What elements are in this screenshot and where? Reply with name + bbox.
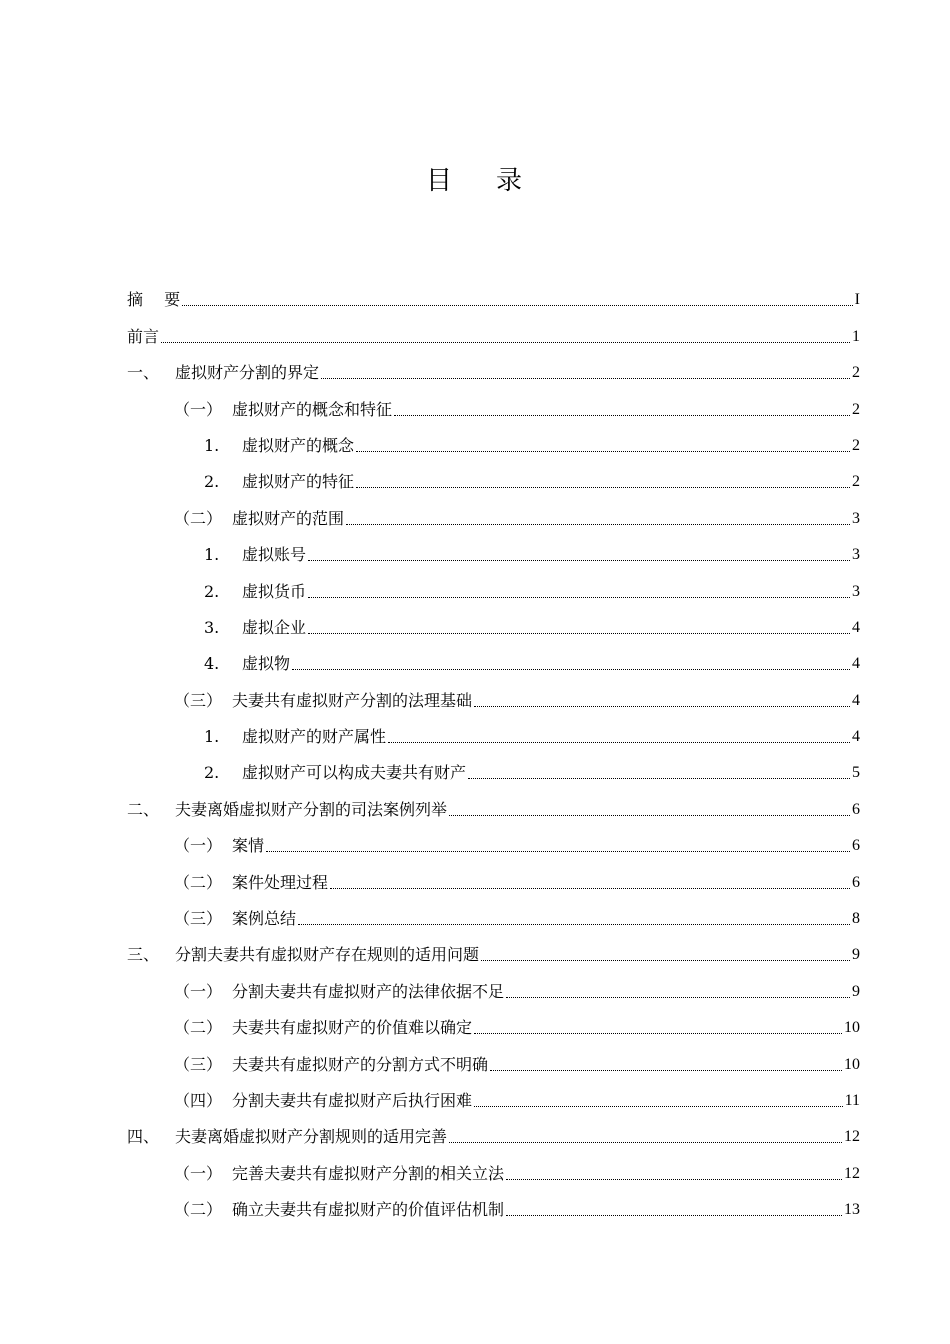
toc-entry-label: 虚拟企业 <box>242 617 307 637</box>
toc-entry-number: 二、 <box>127 799 160 819</box>
toc-entry[interactable] <box>127 929 860 965</box>
toc-entry[interactable] <box>127 965 860 1001</box>
toc-entry-number: （三） <box>174 909 223 929</box>
toc-entry[interactable] <box>127 1184 860 1220</box>
toc-entry-page-number: 3 <box>852 509 860 527</box>
toc-entry-label: 虚拟财产分割的界定 <box>175 363 320 383</box>
toc-entry-label: 分割夫妻共有虚拟财产的法律依据不足 <box>232 981 505 1001</box>
toc-entry-label: 虚拟财产可以构成夫妻共有财产 <box>242 763 467 783</box>
toc-entry-number: 三、 <box>127 945 160 965</box>
toc-entry-label: 分割夫妻共有虚拟财产后执行困难 <box>232 1090 473 1110</box>
toc-entry-page-number: 3 <box>852 582 860 600</box>
toc-entry-page-number: 9 <box>852 982 860 1000</box>
toc-entry-number: 一、 <box>127 363 160 383</box>
toc-entry-number: （四） <box>174 1090 223 1110</box>
toc-dot-leader <box>308 596 850 598</box>
toc-dot-leader <box>356 486 850 488</box>
toc-entry-label: 虚拟账号 <box>242 545 307 565</box>
toc-entry-page-number: 6 <box>852 873 860 891</box>
toc-entry-label: 案情 <box>232 836 265 856</box>
toc-entry-label: 虚拟货币 <box>242 581 307 601</box>
toc-dot-leader <box>388 741 850 743</box>
toc-entry[interactable] <box>127 1002 860 1038</box>
toc-entry-label: 夫妻共有虚拟财产分割的法理基础 <box>232 690 473 710</box>
toc-entry-label: 夫妻共有虚拟财产的分割方式不明确 <box>232 1054 489 1074</box>
toc-entry[interactable] <box>127 1075 860 1111</box>
toc-entry-label: 虚拟财产的范围 <box>232 508 345 528</box>
toc-entry[interactable] <box>127 1147 860 1183</box>
toc-dot-leader <box>449 814 850 816</box>
toc-entry-page-number: 8 <box>852 910 860 928</box>
toc-entry-number: （二） <box>174 872 223 892</box>
toc-entry-number: （二） <box>174 508 223 528</box>
toc-entry[interactable] <box>127 893 860 929</box>
toc-dot-leader <box>298 923 850 925</box>
toc-dot-leader <box>481 959 850 961</box>
toc-entry-page-number: 6 <box>852 837 860 855</box>
toc-dot-leader <box>330 887 850 889</box>
toc-entry-number: （二） <box>174 1018 223 1038</box>
toc-entry-page-number: 3 <box>852 546 860 564</box>
toc-entry-number: 四、 <box>127 1127 160 1147</box>
toc-dot-leader <box>321 377 850 379</box>
toc-entry-label: 虚拟财产的财产属性 <box>242 727 387 747</box>
toc-entry-number: （一） <box>174 1163 223 1183</box>
toc-entry-number: （三） <box>174 690 223 710</box>
toc-entry[interactable] <box>127 747 860 783</box>
toc-entry[interactable] <box>127 565 860 601</box>
toc-entry[interactable] <box>127 274 860 310</box>
toc-entry[interactable] <box>127 529 860 565</box>
toc-entry-page-number: 12 <box>844 1164 860 1182</box>
toc-entry[interactable] <box>127 347 860 383</box>
toc-entry[interactable] <box>127 456 860 492</box>
toc-dot-leader <box>468 777 850 779</box>
toc-dot-leader <box>474 705 850 707</box>
title-char-2: 录 <box>496 166 525 196</box>
toc-entry-page-number: 10 <box>844 1019 860 1037</box>
toc-entry-number: 2. <box>204 763 220 783</box>
toc-entry-label: 虚拟财产的概念和特征 <box>232 399 393 419</box>
toc-entry-label: 夫妻离婚虚拟财产分割的司法案例列举 <box>175 799 448 819</box>
toc-dot-leader <box>506 1178 842 1180</box>
toc-entry-label: 虚拟财产的特征 <box>242 472 355 492</box>
toc-entry-page-number: 13 <box>844 1201 860 1219</box>
toc-entry-number: 2. <box>204 581 220 601</box>
toc-entry-number: （一） <box>174 399 223 419</box>
toc-dot-leader <box>308 559 850 561</box>
toc-dot-leader <box>474 1105 843 1107</box>
toc-dot-leader <box>356 450 850 452</box>
toc-entry[interactable] <box>127 492 860 528</box>
toc-entry-page-number: 9 <box>852 946 860 964</box>
toc-entry-page-number: 2 <box>852 400 860 418</box>
title-char-1: 目 <box>425 166 454 196</box>
toc-entry[interactable] <box>127 638 860 674</box>
toc-entry[interactable] <box>127 602 860 638</box>
toc-entry-label: 确立夫妻共有虚拟财产的价值评估机制 <box>232 1200 505 1220</box>
toc-dot-leader <box>506 996 850 998</box>
table-of-contents <box>127 274 860 1220</box>
toc-entry-page-number: 6 <box>852 800 860 818</box>
toc-entry-label: 案件处理过程 <box>232 872 329 892</box>
toc-entry-page-number: 1 <box>852 327 860 345</box>
toc-dot-leader <box>266 850 850 852</box>
toc-entry[interactable] <box>127 1111 860 1147</box>
toc-dot-leader <box>474 1032 842 1034</box>
toc-dot-leader <box>182 304 853 306</box>
toc-dot-leader <box>394 414 850 416</box>
toc-entry[interactable] <box>127 820 860 856</box>
toc-entry-page-number: 4 <box>852 618 860 636</box>
toc-entry-number: （一） <box>174 981 223 1001</box>
toc-entry-number: （一） <box>174 836 223 856</box>
toc-entry-page-number: 2 <box>852 364 860 382</box>
toc-entry[interactable] <box>127 674 860 710</box>
toc-dot-leader <box>308 632 850 634</box>
toc-entry[interactable] <box>127 420 860 456</box>
toc-entry[interactable] <box>127 1038 860 1074</box>
toc-entry-number: （三） <box>174 1054 223 1074</box>
toc-entry[interactable] <box>127 711 860 747</box>
toc-entry-label: 虚拟物 <box>242 654 291 674</box>
toc-entry[interactable] <box>127 783 860 819</box>
toc-entry[interactable] <box>127 310 860 346</box>
toc-entry-page-number: 5 <box>852 764 860 782</box>
page-title <box>0 160 950 197</box>
toc-dot-leader <box>506 1214 842 1216</box>
toc-entry-page-number: 4 <box>852 691 860 709</box>
toc-entry-number: 3. <box>204 617 220 637</box>
toc-entry-page-number: 4 <box>852 728 860 746</box>
toc-entry-page-number: 4 <box>852 655 860 673</box>
toc-entry-label: 虚拟财产的概念 <box>242 435 355 455</box>
toc-entry-number: 1. <box>204 435 220 455</box>
toc-entry-page-number: 2 <box>852 436 860 454</box>
toc-entry-number: 1. <box>204 727 220 747</box>
toc-entry[interactable] <box>127 383 860 419</box>
toc-entry-label: 完善夫妻共有虚拟财产分割的相关立法 <box>232 1163 505 1183</box>
toc-entry-number: 1. <box>204 545 220 565</box>
toc-entry-page-number: I <box>854 291 860 309</box>
toc-entry-label: 夫妻离婚虚拟财产分割规则的适用完善 <box>175 1127 448 1147</box>
toc-entry-number: （二） <box>174 1200 223 1220</box>
toc-dot-leader <box>346 523 850 525</box>
toc-dot-leader <box>449 1141 842 1143</box>
toc-entry-label: 夫妻共有虚拟财产的价值难以确定 <box>232 1018 473 1038</box>
toc-entry-number: 2. <box>204 472 220 492</box>
toc-entry-page-number: 2 <box>852 473 860 491</box>
toc-dot-leader <box>490 1069 842 1071</box>
toc-entry[interactable] <box>127 856 860 892</box>
toc-dot-leader <box>292 668 850 670</box>
toc-entry-page-number: 11 <box>844 1091 860 1109</box>
toc-entry-page-number: 12 <box>844 1128 860 1146</box>
toc-entry-label: 前言 <box>127 326 160 346</box>
toc-entry-label: 摘 要 <box>127 290 181 310</box>
toc-entry-number: 4. <box>204 654 220 674</box>
toc-entry-label: 分割夫妻共有虚拟财产存在规则的适用问题 <box>175 945 480 965</box>
toc-entry-page-number: 10 <box>844 1055 860 1073</box>
toc-entry-label: 案例总结 <box>232 909 297 929</box>
toc-dot-leader <box>161 341 850 343</box>
